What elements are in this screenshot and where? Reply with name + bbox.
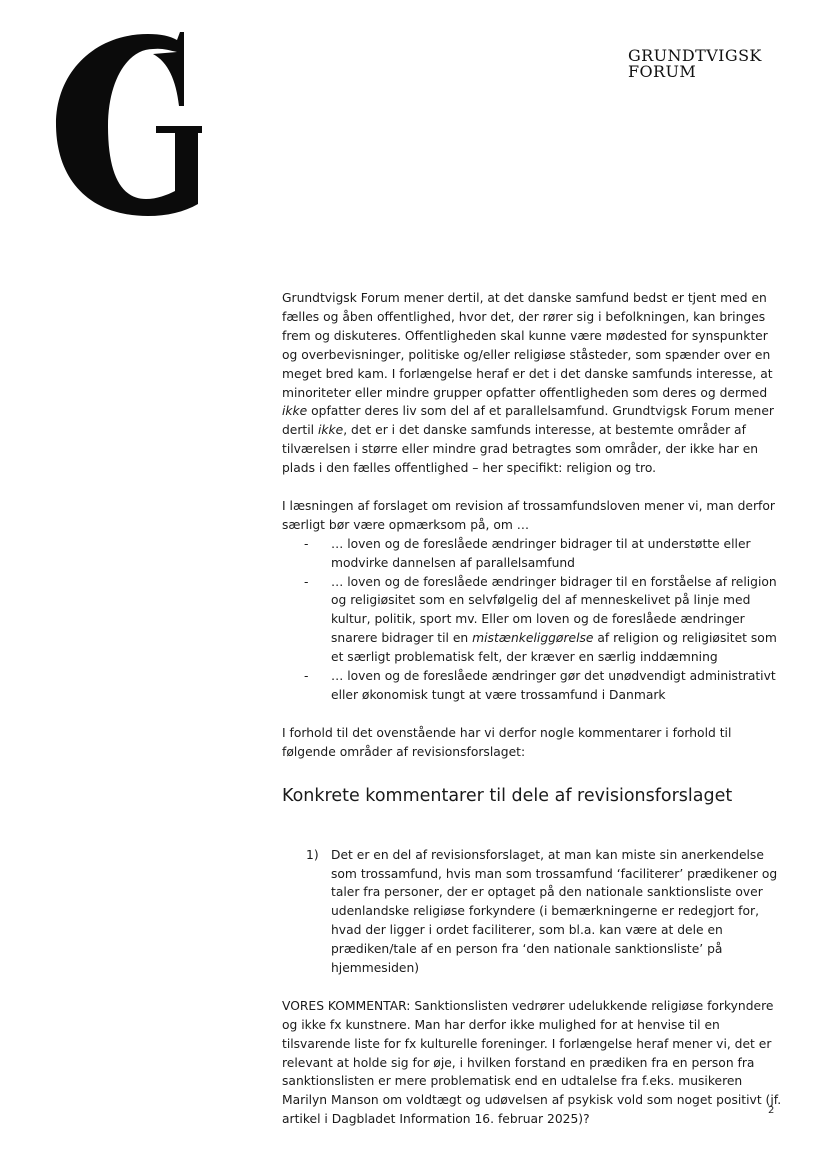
- text-run: … loven og de foreslåede ændringer gør det unødvendigt administrativt eller økonomisk tungt at være trossamfund i Danmark: [331, 669, 776, 703]
- number-marker: 1): [306, 847, 319, 862]
- list-item: [282, 667, 782, 705]
- our-comment-paragraph: VORES KOMMENTAR: Sanktionslisten vedrører udelukkende religiøse forkyndere og ikke fx kunstnere. Man har derfor ikke mulighed for at henvise til en tilsvarende liste for fx kulturelle foreninger. I forlængelse heraf mener vi, det er relevant at holde sig for øje, i hvilken forstand en prædiken fra en person fra sanktionslisten er mere problematisk end en udtalelse fra f.eks. musikeren Marilyn Manson om voldtægt og udøvelsen af psykisk vold som noget positivt (jf. artikel i Dagbladet Information 16. februar 2025)?: [282, 998, 782, 1127]
- dash-marker: -: [304, 574, 309, 589]
- brand-line-2: FORUM: [628, 62, 697, 81]
- emphasis-text: ikke: [318, 423, 344, 438]
- question-paragraph: I læsningen af forslaget om revision af trossamfundsloven mener vi, man derfor særligt bør være opmærksom på, om …: [282, 498, 775, 532]
- dash-marker: -: [304, 669, 309, 684]
- text-run: , det er i det danske samfunds interesse, at bestemte områder af tilværelsen i større eller mindre grad betragtes som områder, der ikke har en plads i den fælles offentlighed – her specifikt: religion og tro.: [282, 423, 759, 476]
- intro-paragraph: [282, 289, 782, 478]
- numbered-item-text: Det er en del af revisionsforslaget, at man kan miste sin anerkendelse som trossamfund, hvis man som trossamfund ‘faciliterer’ prædikener og taler fra personer, der er optaget på den nationale sanktionsliste over udenlandske religiøse forkyndere (i bemærkningerne er redegjort for, hvad der ligger i ordet faciliterer, som bl.a. kan være at dele en prædiken/tale af en person fra ‘den nationale sanktionsliste’ på hjemmesiden): [331, 847, 778, 976]
- brand-line-1: GRUNDTVIGSK: [628, 46, 762, 65]
- big-letter-g-logo-icon: [50, 28, 205, 218]
- text-run: opfatter deres liv som del af et parallelsamfund. Grundtvigsk Forum mener dertil: [282, 404, 774, 438]
- text-run: … loven og de foreslåede ændringer bidrager til at understøtte eller modvirke dannelsen af parallelsamfund: [331, 536, 751, 570]
- page-number: 2: [768, 1105, 775, 1116]
- emphasis-text: ikke: [282, 404, 308, 419]
- transition-paragraph: I forhold til det ovenstående har vi derfor nogle kommentarer i forhold til følgende områder af revisionsforslaget:: [282, 725, 732, 759]
- list-item: [282, 535, 782, 573]
- document-body: [282, 289, 782, 1129]
- dash-marker: -: [304, 536, 309, 551]
- numbered-item: [282, 846, 782, 978]
- concerns-list: [282, 535, 782, 705]
- list-item: [282, 573, 782, 668]
- organization-name: [628, 48, 762, 80]
- section-heading: Konkrete kommentarer til dele af revisionsforslaget: [282, 785, 733, 806]
- text-run: Grundtvigsk Forum mener dertil, at det danske samfund bedst er tjent med en fælles og åben offentlighed, hvor det, der rører sig i befolkningen, kan bringes frem og diskuteres. Offentligheden skal kunne være mødested for synspunkter og overbevisninger, politiske og/eller religiøse ståsteder, som spænder over en meget bred kam. I forlængelse heraf er det i det danske samfunds interesse, at minoriteter eller mindre grupper opfatter offentligheden som deres og dermed: [282, 291, 773, 400]
- text-run: … loven og de foreslåede ændringer bidrager til en forståelse af religion og religiøsitet som en selvfølgelig del af menneskelivet på linje med kultur, politik, sport mv. Eller om loven og de foreslåede ændringer snarere bidrager til en: [331, 574, 777, 646]
- text-run: af religion og religiøsitet som et særligt problematisk felt, der kræver en særlig inddæmning: [331, 631, 777, 665]
- proposal-list: [282, 846, 782, 978]
- emphasis-text: mistænkeliggørelse: [472, 631, 594, 646]
